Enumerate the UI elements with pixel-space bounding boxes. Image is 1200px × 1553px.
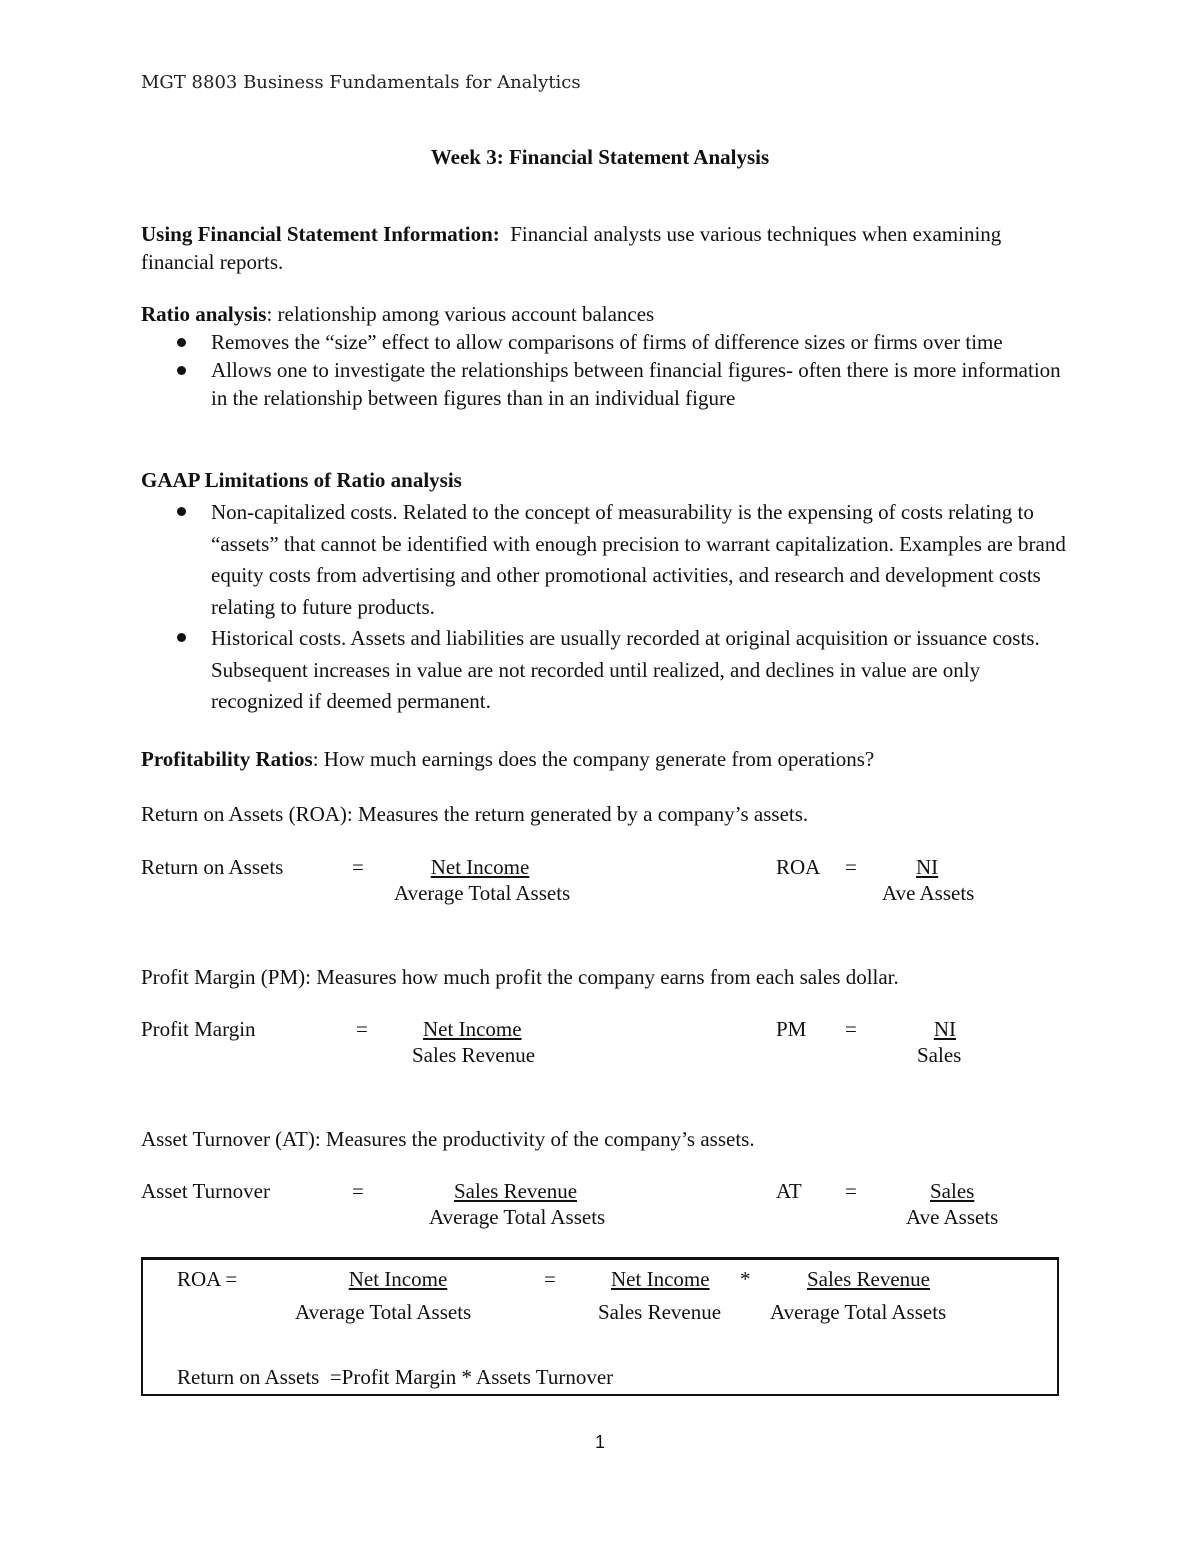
box-denominator-2: Sales Revenue <box>598 1300 722 1324</box>
at-formula-equals: = <box>352 1179 364 1203</box>
box-numerator-2: Net Income <box>611 1267 710 1291</box>
pm-abbr-label: PM <box>776 1017 807 1041</box>
roa-formula-label: Return on Assets <box>141 855 284 879</box>
list-item: Historical costs. Assets and liabilities are usually recorded at original acquisition or issuance costs. Subsequent increases in value are not recorded until realized, and declines in value are only recognized if deemed permanent. <box>141 623 1071 718</box>
profitability-paragraph <box>141 745 1071 773</box>
ratio-analysis-paragraph <box>141 300 1071 328</box>
at-abbr-label: AT <box>776 1179 802 1203</box>
roa-description: Return on Assets (ROA): Measures the return generated by a company’s assets. <box>141 802 809 826</box>
box-denominator-3: Average Total Assets <box>770 1300 947 1324</box>
list-item: Allows one to investigate the relationships between financial figures- often there is more information in the relationship between figures than in an individual figure <box>141 356 1071 412</box>
at-formula-label: Asset Turnover <box>141 1179 270 1203</box>
box-summary: Return on Assets =Profit Margin * Assets Turnover <box>177 1365 614 1389</box>
roa-abbr-label: ROA <box>776 855 821 879</box>
ratio-analysis-bullets <box>141 328 1071 412</box>
roa-formula-numerator: Net Income <box>430 855 530 879</box>
box-times: * <box>740 1267 751 1291</box>
intro-heading: Using Financial Statement Information: <box>141 222 500 246</box>
intro-text: Financial analysts use various techniques when examining financial reports. <box>141 222 1002 274</box>
at-formula-denominator: Average Total Assets <box>429 1205 606 1229</box>
roa-formula-equals: = <box>352 855 364 879</box>
at-abbr-denominator: Ave Assets <box>906 1205 999 1229</box>
ratio-analysis-heading: Ratio analysis <box>141 302 267 326</box>
gaap-bullets <box>141 497 1071 718</box>
at-abbr-numerator: Sales <box>930 1179 975 1203</box>
list-item: Non-capitalized costs. Related to the concept of measurability is the expensing of costs relating to “assets” that cannot be identified with enough precision to warrant capitalization. Examples are brand equity costs from advertising and other promotional activities, and research and development costs relating to future products. <box>141 497 1071 623</box>
at-formula-numerator: Sales Revenue <box>454 1179 578 1203</box>
at-description: Asset Turnover (AT): Measures the productivity of the company’s assets. <box>141 1127 755 1151</box>
page-title: Week 3: Financial Statement Analysis <box>430 145 770 169</box>
intro-paragraph <box>141 220 1071 276</box>
pm-abbr-denominator: Sales <box>917 1043 962 1067</box>
roa-abbr-numerator: NI <box>916 855 939 879</box>
pm-formula-equals: = <box>356 1017 368 1041</box>
pm-abbr-equals: = <box>845 1017 857 1041</box>
page-number: 1 <box>594 1432 605 1452</box>
box-denominator-1: Average Total Assets <box>295 1300 472 1324</box>
box-numerator-1: Net Income <box>348 1267 448 1291</box>
at-abbr-equals: = <box>845 1179 857 1203</box>
ratio-analysis-text: : relationship among various account balances <box>266 302 655 326</box>
box-lhs: ROA = <box>177 1267 238 1291</box>
pm-formula-denominator: Sales Revenue <box>412 1043 536 1067</box>
list-item: Removes the “size” effect to allow comparisons of firms of difference sizes or firms over time <box>141 328 1071 356</box>
box-numerator-3: Sales Revenue <box>806 1267 930 1291</box>
course-header: MGT 8803 Business Fundamentals for Analytics <box>141 72 581 93</box>
pm-formula-numerator: Net Income <box>423 1017 522 1041</box>
pm-description: Profit Margin (PM): Measures how much profit the company earns from each sales dollar. <box>141 965 899 989</box>
roa-formula-denominator: Average Total Assets <box>394 881 571 905</box>
pm-abbr-numerator: NI <box>933 1017 956 1041</box>
roa-abbr-equals: = <box>845 855 857 879</box>
pm-formula-label: Profit Margin <box>141 1017 256 1041</box>
profitability-heading: Profitability Ratios <box>141 747 313 771</box>
profitability-text: : How much earnings does the company generate from operations? <box>312 747 875 771</box>
roa-abbr-denominator: Ave Assets <box>882 881 975 905</box>
gaap-heading: GAAP Limitations of Ratio analysis <box>141 468 462 492</box>
box-equals: = <box>544 1267 556 1291</box>
